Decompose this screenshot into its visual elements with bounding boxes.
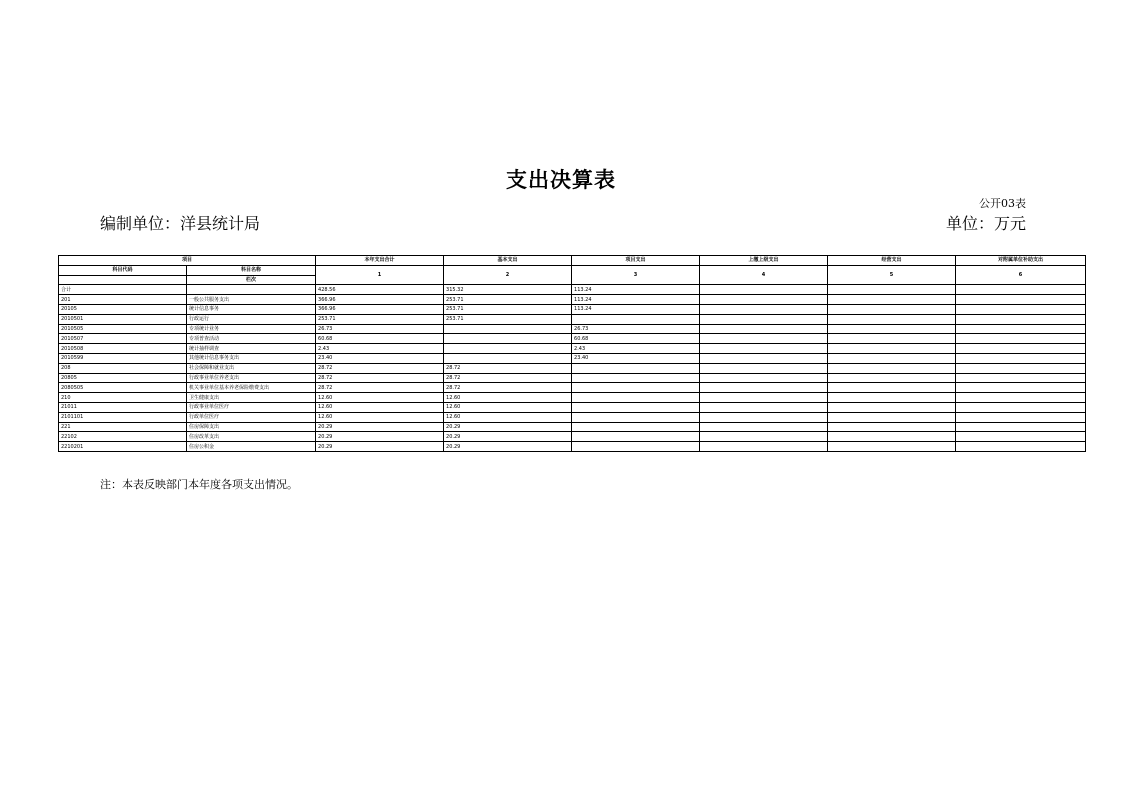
value-cell: 253.71 bbox=[444, 314, 572, 324]
subject-code: 2101101 bbox=[59, 412, 187, 422]
header-blank bbox=[59, 275, 187, 285]
col-number-6: 6 bbox=[956, 265, 1086, 285]
value-cell: 12.60 bbox=[444, 402, 572, 412]
header-col-operating: 经营支出 bbox=[828, 256, 956, 266]
header-item: 项目 bbox=[59, 256, 316, 266]
subject-name: 专项统计业务 bbox=[187, 324, 316, 334]
value-cell bbox=[444, 344, 572, 354]
value-cell: 253.71 bbox=[444, 295, 572, 305]
value-cell bbox=[572, 383, 700, 393]
value-cell bbox=[828, 285, 956, 295]
value-cell bbox=[828, 373, 956, 383]
subject-name: 行政单位医疗 bbox=[187, 412, 316, 422]
value-cell bbox=[828, 422, 956, 432]
subject-name: 一般公共服务支出 bbox=[187, 295, 316, 305]
value-cell bbox=[828, 353, 956, 363]
value-cell bbox=[572, 363, 700, 373]
value-cell: 26.73 bbox=[572, 324, 700, 334]
subject-name: 行政事业单位医疗 bbox=[187, 402, 316, 412]
subject-code: 21011 bbox=[59, 402, 187, 412]
subject-name: 统计抽样调查 bbox=[187, 344, 316, 354]
value-cell: 28.72 bbox=[316, 373, 444, 383]
header-col-basic: 基本支出 bbox=[444, 256, 572, 266]
value-cell bbox=[572, 373, 700, 383]
value-cell bbox=[444, 353, 572, 363]
table-row bbox=[59, 334, 1086, 344]
value-cell bbox=[956, 393, 1086, 403]
value-cell bbox=[700, 334, 828, 344]
value-cell bbox=[828, 393, 956, 403]
table-row bbox=[59, 383, 1086, 393]
value-cell bbox=[572, 432, 700, 442]
form-code: 公开03表 bbox=[979, 197, 1026, 210]
value-cell bbox=[828, 412, 956, 422]
header-col-remit: 上缴上级支出 bbox=[700, 256, 828, 266]
table-row bbox=[59, 344, 1086, 354]
value-cell bbox=[828, 334, 956, 344]
header-col-project: 项目支出 bbox=[572, 256, 700, 266]
value-cell bbox=[828, 442, 956, 452]
subject-code: 2010501 bbox=[59, 314, 187, 324]
table-row bbox=[59, 402, 1086, 412]
table-row bbox=[59, 373, 1086, 383]
value-cell: 20.29 bbox=[444, 442, 572, 452]
value-cell bbox=[572, 314, 700, 324]
table-row bbox=[59, 285, 1086, 295]
value-cell bbox=[700, 412, 828, 422]
value-cell bbox=[956, 304, 1086, 314]
value-cell: 20.29 bbox=[444, 432, 572, 442]
subject-name: 住房改革支出 bbox=[187, 432, 316, 442]
value-cell bbox=[700, 373, 828, 383]
subject-code: 2210201 bbox=[59, 442, 187, 452]
value-cell: 26.73 bbox=[316, 324, 444, 334]
col-number-4: 4 bbox=[700, 265, 828, 285]
table-body bbox=[59, 285, 1086, 452]
value-cell: 12.60 bbox=[444, 412, 572, 422]
value-cell bbox=[956, 314, 1086, 324]
value-cell bbox=[956, 334, 1086, 344]
value-cell bbox=[956, 353, 1086, 363]
table-row bbox=[59, 353, 1086, 363]
value-cell bbox=[700, 393, 828, 403]
value-cell: 12.60 bbox=[444, 393, 572, 403]
subject-code: 20105 bbox=[59, 304, 187, 314]
header-name: 科目名称 bbox=[187, 265, 316, 275]
value-cell bbox=[828, 402, 956, 412]
col-number-5: 5 bbox=[828, 265, 956, 285]
value-cell bbox=[828, 304, 956, 314]
header-col-total: 本年支出合计 bbox=[316, 256, 444, 266]
value-cell bbox=[956, 373, 1086, 383]
value-cell: 28.72 bbox=[444, 373, 572, 383]
value-cell bbox=[444, 334, 572, 344]
value-cell bbox=[828, 432, 956, 442]
table-row bbox=[59, 324, 1086, 334]
value-cell bbox=[700, 402, 828, 412]
value-cell bbox=[700, 344, 828, 354]
value-cell: 2.43 bbox=[572, 344, 700, 354]
table-row bbox=[59, 314, 1086, 324]
page-title: 支出决算表 bbox=[506, 167, 616, 192]
value-cell: 28.72 bbox=[444, 383, 572, 393]
currency-unit: 单位：万元 bbox=[945, 214, 1026, 233]
subject-code: 2080505 bbox=[59, 383, 187, 393]
subject-name: 卫生健康支出 bbox=[187, 393, 316, 403]
value-cell bbox=[956, 442, 1086, 452]
subject-code: 210 bbox=[59, 393, 187, 403]
value-cell bbox=[572, 393, 700, 403]
value-cell: 20.29 bbox=[316, 422, 444, 432]
subject-code: 20805 bbox=[59, 373, 187, 383]
subject-code: 201 bbox=[59, 295, 187, 305]
value-cell: 28.72 bbox=[444, 363, 572, 373]
subject-name: 其他统计信息事务支出 bbox=[187, 353, 316, 363]
col-number-1: 1 bbox=[316, 265, 444, 285]
value-cell: 12.60 bbox=[316, 393, 444, 403]
value-cell bbox=[956, 383, 1086, 393]
table-row bbox=[59, 422, 1086, 432]
subject-code: 22102 bbox=[59, 432, 187, 442]
value-cell: 366.96 bbox=[316, 304, 444, 314]
value-cell bbox=[956, 402, 1086, 412]
value-cell: 23.40 bbox=[572, 353, 700, 363]
subject-name bbox=[187, 285, 316, 295]
subject-name: 社会保障和就业支出 bbox=[187, 363, 316, 373]
value-cell: 28.72 bbox=[316, 383, 444, 393]
value-cell bbox=[700, 324, 828, 334]
value-cell: 60.68 bbox=[572, 334, 700, 344]
header-line: 栏次 bbox=[187, 275, 316, 285]
table-note: 注：本表反映部门本年度各项支出情况。 bbox=[100, 478, 298, 491]
value-cell: 315.32 bbox=[444, 285, 572, 295]
value-cell: 366.96 bbox=[316, 295, 444, 305]
value-cell bbox=[828, 324, 956, 334]
subject-name: 住房公积金 bbox=[187, 442, 316, 452]
subject-code: 208 bbox=[59, 363, 187, 373]
subject-code: 221 bbox=[59, 422, 187, 432]
subject-code: 2010599 bbox=[59, 353, 187, 363]
value-cell: 20.29 bbox=[444, 422, 572, 432]
table-row bbox=[59, 432, 1086, 442]
table-row bbox=[59, 304, 1086, 314]
value-cell bbox=[444, 324, 572, 334]
value-cell bbox=[572, 402, 700, 412]
value-cell: 113.24 bbox=[572, 295, 700, 305]
value-cell bbox=[828, 383, 956, 393]
header-code: 科目代码 bbox=[59, 265, 187, 275]
preparing-unit: 编制单位：洋县统计局 bbox=[100, 214, 261, 233]
value-cell: 2.43 bbox=[316, 344, 444, 354]
col-number-3: 3 bbox=[572, 265, 700, 285]
table-row bbox=[59, 363, 1086, 373]
value-cell: 253.71 bbox=[444, 304, 572, 314]
subject-name: 统计信息事务 bbox=[187, 304, 316, 314]
value-cell bbox=[828, 295, 956, 305]
value-cell: 428.56 bbox=[316, 285, 444, 295]
table-row bbox=[59, 295, 1086, 305]
value-cell: 12.60 bbox=[316, 402, 444, 412]
value-cell bbox=[956, 412, 1086, 422]
table-row bbox=[59, 393, 1086, 403]
value-cell bbox=[700, 442, 828, 452]
value-cell bbox=[572, 412, 700, 422]
value-cell bbox=[828, 344, 956, 354]
subject-name: 行政事业单位养老支出 bbox=[187, 373, 316, 383]
value-cell bbox=[956, 432, 1086, 442]
value-cell: 23.40 bbox=[316, 353, 444, 363]
value-cell bbox=[700, 314, 828, 324]
col-number-2: 2 bbox=[444, 265, 572, 285]
value-cell: 113.24 bbox=[572, 304, 700, 314]
subject-code: 2010508 bbox=[59, 344, 187, 354]
subject-name: 专项普查活动 bbox=[187, 334, 316, 344]
value-cell bbox=[828, 363, 956, 373]
table-row bbox=[59, 412, 1086, 422]
value-cell: 28.72 bbox=[316, 363, 444, 373]
value-cell bbox=[956, 295, 1086, 305]
value-cell bbox=[700, 353, 828, 363]
subject-code: 2010507 bbox=[59, 334, 187, 344]
subject-name: 住房保障支出 bbox=[187, 422, 316, 432]
value-cell bbox=[828, 314, 956, 324]
subject-code: 合计 bbox=[59, 285, 187, 295]
value-cell bbox=[700, 422, 828, 432]
value-cell: 12.60 bbox=[316, 412, 444, 422]
value-cell bbox=[700, 304, 828, 314]
value-cell bbox=[956, 363, 1086, 373]
value-cell bbox=[700, 383, 828, 393]
value-cell bbox=[572, 422, 700, 432]
header-col-subsidy: 对附属单位补助支出 bbox=[956, 256, 1086, 266]
value-cell bbox=[956, 285, 1086, 295]
value-cell bbox=[700, 295, 828, 305]
value-cell bbox=[700, 285, 828, 295]
subject-code: 2010505 bbox=[59, 324, 187, 334]
value-cell bbox=[700, 432, 828, 442]
table-row bbox=[59, 442, 1086, 452]
subject-name: 机关事业单位基本养老保险缴费支出 bbox=[187, 383, 316, 393]
value-cell bbox=[956, 324, 1086, 334]
subject-name: 行政运行 bbox=[187, 314, 316, 324]
value-cell bbox=[956, 422, 1086, 432]
expenditure-table bbox=[58, 255, 1086, 452]
value-cell: 253.71 bbox=[316, 314, 444, 324]
value-cell bbox=[956, 344, 1086, 354]
value-cell: 20.29 bbox=[316, 442, 444, 452]
value-cell: 113.24 bbox=[572, 285, 700, 295]
value-cell: 20.29 bbox=[316, 432, 444, 442]
value-cell bbox=[700, 363, 828, 373]
value-cell bbox=[572, 442, 700, 452]
value-cell: 60.68 bbox=[316, 334, 444, 344]
